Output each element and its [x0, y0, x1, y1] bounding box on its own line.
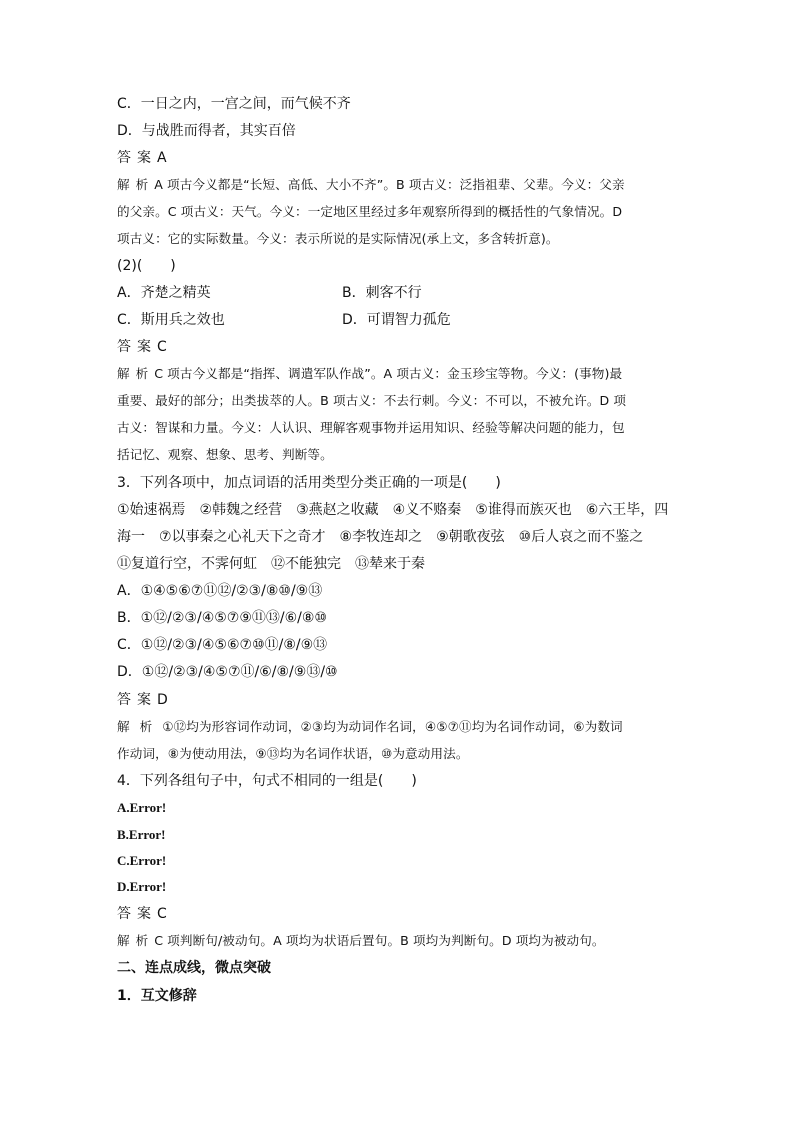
q4-option-d: D.Error!: [117, 879, 167, 894]
q3-items-line-3: ⑪复道行空，不霁何虹 ⑫不能独完 ⑬辇来于秦: [117, 556, 425, 572]
q1-option-c: C．一日之内，一宫之间，而气候不齐: [117, 96, 351, 112]
q4-stem: 4．下列各组句子中，句式不相同的一组是( ): [117, 773, 417, 789]
q3-items-line-2: 海一 ⑦以事秦之心礼天下之奇才 ⑧李牧连却之 ⑨朝歌夜弦 ⑩后人哀之而不鉴之: [117, 529, 644, 545]
answer-value: C: [157, 906, 167, 922]
q1b-option-d: D．可谓智力孤危: [342, 312, 451, 328]
explain-label: 解析: [117, 719, 163, 734]
q1-explain-line-2: 的父亲。C 项古义：天气。今义：一定地区里经过多年观察所得到的概括性的气象情况。D: [117, 204, 623, 219]
q1b-explain-line-4: 括记忆、观察、想象、思考、判断等。: [117, 447, 333, 462]
q1-explain-line-3: 项古义：它的实际数量。今义：表示所说的是实际情况(承上文，多含转折意)。: [117, 231, 559, 246]
answer-value: D: [157, 692, 168, 708]
answer-value: A: [157, 150, 167, 166]
error-text: Error!: [128, 827, 166, 842]
q1b-options-row-1: [117, 283, 677, 303]
q3-explain-line-1: 解析①⑫均为形容词作动词，②③均为动词作名词，④⑤⑦⑪均为名词作动词，⑥为数词: [117, 719, 623, 734]
q1b-option-a: A．齐楚之精英: [117, 285, 211, 301]
answer-label: 答案: [117, 150, 157, 166]
q1b-explain-line-2: 重要、最好的部分；出类拔萃的人。B 项古义：不去行刺。今义：不可以，不被允许。D 项: [117, 393, 627, 408]
q3-explain-line-2: 作动词，⑧为使动用法，⑨⑬均为名词作状语，⑩为意动用法。: [117, 746, 469, 761]
answer-label: 答案: [117, 339, 157, 355]
section-heading: 二、连点成线，微点突破: [117, 960, 271, 976]
q4-answer: [117, 904, 167, 924]
q1b-explain-line-1: 解析C 项古今义都是“指挥、调遣军队作战”。A 项古义：金玉珍宝等物。今义：(事物)最: [117, 366, 623, 381]
error-text: Error!: [129, 800, 167, 815]
section-subheading: 1．互文修辞: [117, 988, 197, 1004]
q4-option-b: B.Error!: [117, 827, 166, 842]
explain-label: 解析: [117, 933, 155, 948]
q3-answer: [117, 690, 168, 710]
q3-option-d: D．①⑫/②③/④⑤⑦⑪/⑥/⑧/⑨⑬/⑩: [117, 664, 338, 680]
q3-stem: 3．下列各项中，加点词语的活用类型分类正确的一项是( ): [117, 475, 501, 491]
q1-option-d: D．与战胜而得者，其实百倍: [117, 123, 296, 139]
error-text: Error!: [129, 879, 167, 894]
q1b-options-row-2: [117, 310, 677, 330]
q4-option-c: C.Error!: [117, 853, 167, 868]
q1-explain-line-1: 解析A 项古今义都是“长短、高低、大小不齐”。B 项古义：泛指祖辈、父辈。今义：父亲: [117, 177, 625, 192]
q3-option-c: C．①⑫/②③/④⑤⑥⑦⑩⑪/⑧/⑨⑬: [117, 637, 328, 653]
q4-option-a: A.Error!: [117, 800, 167, 815]
q3-items-line-1: ①始速祸焉 ②韩魏之经营 ③燕赵之收藏 ④义不赂秦 ⑤谁得而族灭也 ⑥六王毕，四: [117, 502, 669, 518]
q1b-answer: [117, 337, 167, 357]
q1b-explain-line-3: 古义：智谋和力量。今义：人认识、理解客观事物并运用知识、经验等解决问题的能力，包: [117, 420, 625, 435]
explain-label: 解析: [117, 177, 155, 192]
answer-value: C: [157, 339, 167, 355]
explain-label: 解析: [117, 366, 155, 381]
q3-option-b: B．①⑫/②③/④⑤⑦⑨⑪⑬/⑥/⑧⑩: [117, 610, 327, 626]
error-text: Error!: [129, 853, 167, 868]
q3-option-a: A．①④⑤⑥⑦⑪⑫/②③/⑧⑩/⑨⑬: [117, 583, 323, 599]
q1-answer: [117, 148, 167, 168]
q1b-option-b: B．刺客不行: [342, 285, 422, 301]
q4-explain: 解析C 项判断句/被动句。A 项均为状语后置句。B 项均为判断句。D 项均为被动句。: [117, 933, 605, 948]
q1b-stem: (2)( ): [117, 258, 176, 274]
q1b-option-c: C．斯用兵之效也: [117, 312, 225, 328]
answer-label: 答案: [117, 692, 157, 708]
answer-label: 答案: [117, 906, 157, 922]
